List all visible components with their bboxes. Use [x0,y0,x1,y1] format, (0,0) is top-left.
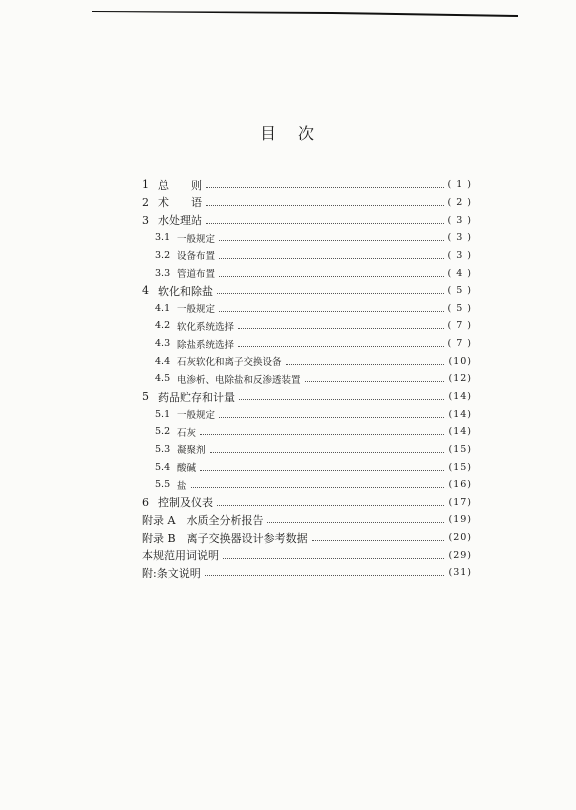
dot-leader [206,223,444,224]
toc-entry-label: 电渗析、电除盐和反渗透装置 [177,374,301,386]
toc-entry-page: ( 7 ) [447,338,472,350]
dot-leader [238,346,443,347]
toc-entry-label: 药品贮存和计量 [158,390,235,404]
toc-entry-number: 5.4 [155,461,171,473]
toc-entry-number: 6 [142,495,149,509]
toc-entry-page: ( 3 ) [447,249,472,261]
toc-entry-label: 管道布置 [177,269,216,281]
dot-leader [305,381,445,382]
toc-entry-page: ( 2 ) [447,196,472,208]
dot-leader [223,558,444,559]
toc-entry-label: 一般规定 [177,410,216,422]
title-char-right: 次 [298,124,317,143]
toc-entry-number: 2 [142,195,149,209]
toc-entry[interactable] [142,264,472,282]
toc-entry[interactable] [142,282,472,300]
toc-entry-number: 4.3 [155,338,171,350]
toc-entry-page: (17) [448,496,472,508]
toc-entry-number: 3.1 [155,232,171,244]
toc-entry-page: ( 4 ) [447,267,472,279]
toc-entry-label: 石灰 [177,427,197,439]
toc-entry[interactable] [142,423,472,441]
toc-entry-number: 4 [142,284,149,298]
toc-entry-page: (14) [448,426,472,438]
toc-entry-label: 酸碱 [177,463,197,475]
dot-leader [200,470,444,471]
toc-entry[interactable] [142,476,472,494]
toc-entry-number: 5.3 [155,443,171,455]
toc-entry[interactable] [142,247,472,265]
toc-entry-page: (29) [448,549,472,561]
toc-entry-page: ( 3 ) [447,214,472,226]
toc-entry-label: 软化系统选择 [177,321,235,333]
toc-entry[interactable] [142,352,472,370]
toc-entry[interactable] [142,370,472,388]
toc-entry-page: (20) [448,532,472,544]
title-char-left: 目 [259,124,278,143]
toc-entry-number: 4.5 [155,373,171,385]
dot-leader [238,328,443,329]
toc-entry-page: (15) [448,443,472,455]
toc-entry[interactable] [142,564,472,582]
toc-entry-number: 5.2 [155,426,171,438]
dot-leader [219,240,443,241]
toc-entry-page: (31) [448,567,472,579]
toc-entry-label: 除盐系统选择 [177,339,235,351]
toc-entry-number: 5.1 [155,408,171,420]
toc-entry[interactable] [142,458,472,476]
toc-entry[interactable] [142,388,472,406]
toc-entry-number: 3.2 [155,249,171,261]
toc-entry-page: ( 5 ) [447,302,472,314]
toc-entry-number: 4.1 [155,302,171,314]
table-of-contents [142,176,472,582]
dot-leader [219,311,443,312]
toc-entry-number: 3.3 [155,267,171,279]
toc-entry-label: 总 则 [158,178,202,192]
toc-entry[interactable] [142,511,472,529]
toc-entry[interactable] [142,194,472,212]
toc-entry-number: 3 [142,213,149,227]
dot-leader [239,399,444,400]
toc-entry-page: ( 7 ) [447,320,472,332]
toc-entry-number: 1 [142,178,149,192]
toc-entry-label: 术 语 [158,196,202,210]
toc-entry-page: (15) [448,461,472,473]
dot-leader [312,540,445,541]
top-rule [92,9,518,17]
toc-entry[interactable] [142,546,472,564]
dot-leader [206,187,444,188]
toc-entry-label: 附录 B 离子交换器设计参考数据 [142,531,308,545]
dot-leader [200,434,444,435]
dot-leader [219,417,444,418]
toc-entry-label: 凝聚剂 [177,445,206,457]
dot-leader [205,575,445,576]
dot-leader [219,276,443,277]
toc-entry[interactable] [142,529,472,547]
toc-entry[interactable] [142,335,472,353]
toc-entry-number: 4.2 [155,320,171,332]
toc-entry-label: 设备布置 [177,251,216,263]
toc-entry-label: 本规范用词说明 [142,549,219,563]
dot-leader [219,258,443,259]
toc-entry-label: 一般规定 [177,304,216,316]
dot-leader [217,293,444,294]
toc-entry-label: 石灰软化和离子交换设备 [177,357,282,369]
toc-entry[interactable] [142,229,472,247]
toc-entry-label: 附:条文说明 [142,566,201,580]
toc-entry[interactable] [142,317,472,335]
toc-entry[interactable] [142,441,472,459]
toc-entry-number: 5.5 [155,479,171,491]
toc-entry-label: 附录 A 水质全分析报告 [142,513,264,527]
dot-leader [217,505,444,506]
toc-entry-label: 盐 [177,480,187,492]
toc-entry[interactable] [142,299,472,317]
toc-entry-page: (10) [448,355,472,367]
dot-leader [267,522,444,523]
toc-entry[interactable] [142,211,472,229]
toc-entry-label: 软化和除盐 [158,284,213,298]
toc-entry-label: 控制及仪表 [158,496,213,510]
toc-entry-label: 水处理站 [158,214,202,228]
toc-entry-label: 一般规定 [177,233,216,245]
toc-entry[interactable] [142,176,472,194]
toc-entry-number: 5 [142,390,149,403]
toc-entry-page: (14) [448,408,472,420]
toc-entry-page: (12) [448,373,472,385]
page-title [0,121,576,144]
toc-entry-page: (16) [448,479,472,491]
toc-entry-page: ( 3 ) [447,232,472,244]
dot-leader [210,452,445,453]
dot-leader [286,364,445,365]
toc-entry-page: (14) [448,391,472,402]
toc-entry-page: (19) [448,514,472,526]
toc-entry-page: ( 1 ) [447,179,472,191]
toc-entry[interactable] [142,494,472,512]
dot-leader [206,205,444,206]
toc-entry[interactable] [142,405,472,423]
dot-leader [191,487,445,488]
toc-entry-page: ( 5 ) [447,285,472,297]
toc-entry-number: 4.4 [155,355,171,367]
